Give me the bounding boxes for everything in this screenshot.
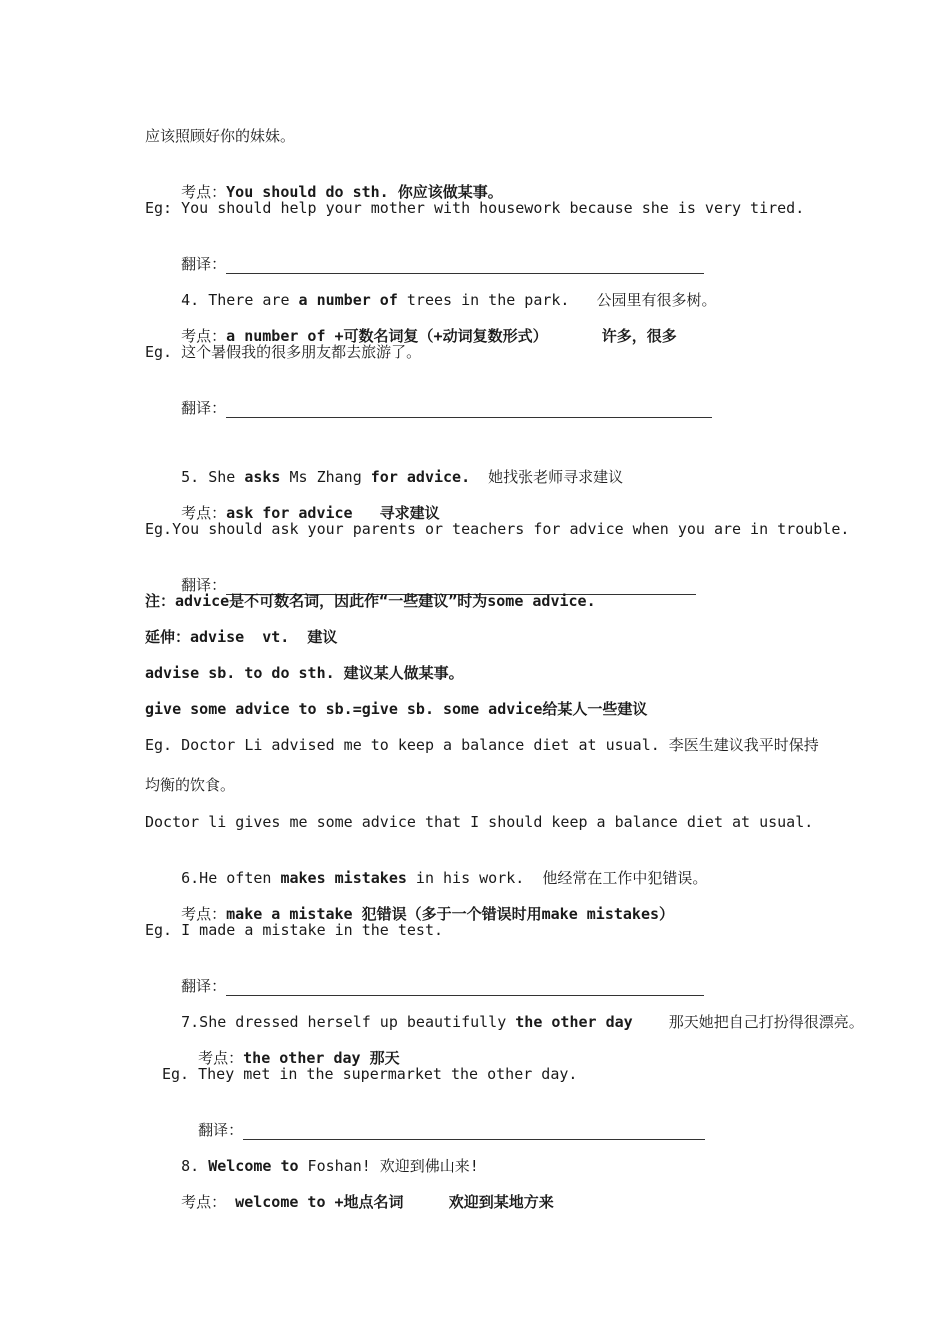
key-point-line [145, 1172, 554, 1232]
item-text: trees in the park. 公园里有很多树。 [397, 291, 717, 309]
translation-label: 翻译： [198, 1121, 244, 1139]
item-text: 4. There are [181, 291, 299, 309]
key-point-text: welcome to +地点名词 欢迎到某地方来 [226, 1193, 554, 1211]
item-text: Ms Zhang [280, 468, 371, 486]
translation-label: 翻译： [181, 255, 227, 273]
item-keyword: a number of [298, 291, 398, 309]
item-keyword: makes mistakes [280, 869, 407, 887]
key-point-text: You should do sth. 你应该做某事。 [226, 183, 503, 201]
usage-line: advise sb. to do sth. 建议某人做某事。 [145, 664, 464, 682]
text-line: 应该照顾好你的妹妹。 [145, 127, 296, 145]
item-text: 那天她把自己打扮得很漂亮。 [632, 1013, 864, 1031]
key-point-label: 考点： [181, 1193, 227, 1211]
key-point-label: 考点： [181, 905, 227, 923]
example-line: Eg. 这个暑假我的很多朋友都去旅游了。 [145, 343, 422, 361]
translation-label: 翻译： [181, 399, 227, 417]
example-line: Doctor li gives me some advice that I should keep a balance diet at usual. [145, 813, 814, 831]
item-keyword: the other day [515, 1013, 633, 1031]
translation-blank[interactable] [226, 403, 712, 418]
example-line: Eg. Doctor Li advised me to keep a balance diet at usual. 李医生建议我平时保持 [145, 736, 819, 754]
translation-label: 翻译： [181, 576, 227, 594]
example-line: Eg. I made a mistake in the test. [145, 921, 444, 939]
key-point-label: 考点： [181, 183, 227, 201]
example-line: 均衡的饮食。 [145, 776, 236, 794]
key-point-label: 考点： [198, 1049, 244, 1067]
note-line: 注：advice是不可数名词，因此作“一些建议”时为some advice. [145, 592, 596, 610]
key-point-label: 考点： [181, 327, 227, 345]
item-keyword: asks [244, 468, 281, 486]
item-text: 7.She dressed herself up beautifully [181, 1013, 516, 1031]
translation-line [145, 378, 712, 438]
key-point-text: make a mistake 犯错误（多于一个错误时用make mistakes） [226, 905, 675, 923]
key-point-text: the other day 那天 [243, 1049, 400, 1067]
item-keyword: for advice. [370, 468, 471, 486]
usage-line: give some advice to sb.=give sb. some advice给某人一些建议 [145, 700, 648, 718]
key-point-text: ask for advice 寻求建议 [226, 504, 440, 522]
item-text: 5. She [181, 468, 245, 486]
example-line: Eg.You should ask your parents or teachers for advice when you are in trouble. [145, 520, 850, 538]
translation-label: 翻译： [181, 977, 227, 995]
item-text: 8. [181, 1157, 209, 1175]
key-point-text: a number of +可数名词复（+动词复数形式） 许多，很多 [226, 327, 677, 345]
key-point-label: 考点： [181, 504, 227, 522]
example-line: Eg: You should help your mother with housework because she is very tired. [145, 199, 805, 217]
item-text: 她找张老师寻求建议 [470, 468, 624, 486]
item-text: 6.He often [181, 869, 281, 887]
item-text: in his work. 他经常在工作中犯错误。 [406, 869, 708, 887]
extension-line: 延伸：advise vt. 建议 [145, 628, 338, 646]
item-text: Foshan! 欢迎到佛山来! [298, 1157, 479, 1175]
example-line: Eg. They met in the supermarket the other day. [162, 1065, 578, 1083]
item-keyword: Welcome to [208, 1157, 299, 1175]
